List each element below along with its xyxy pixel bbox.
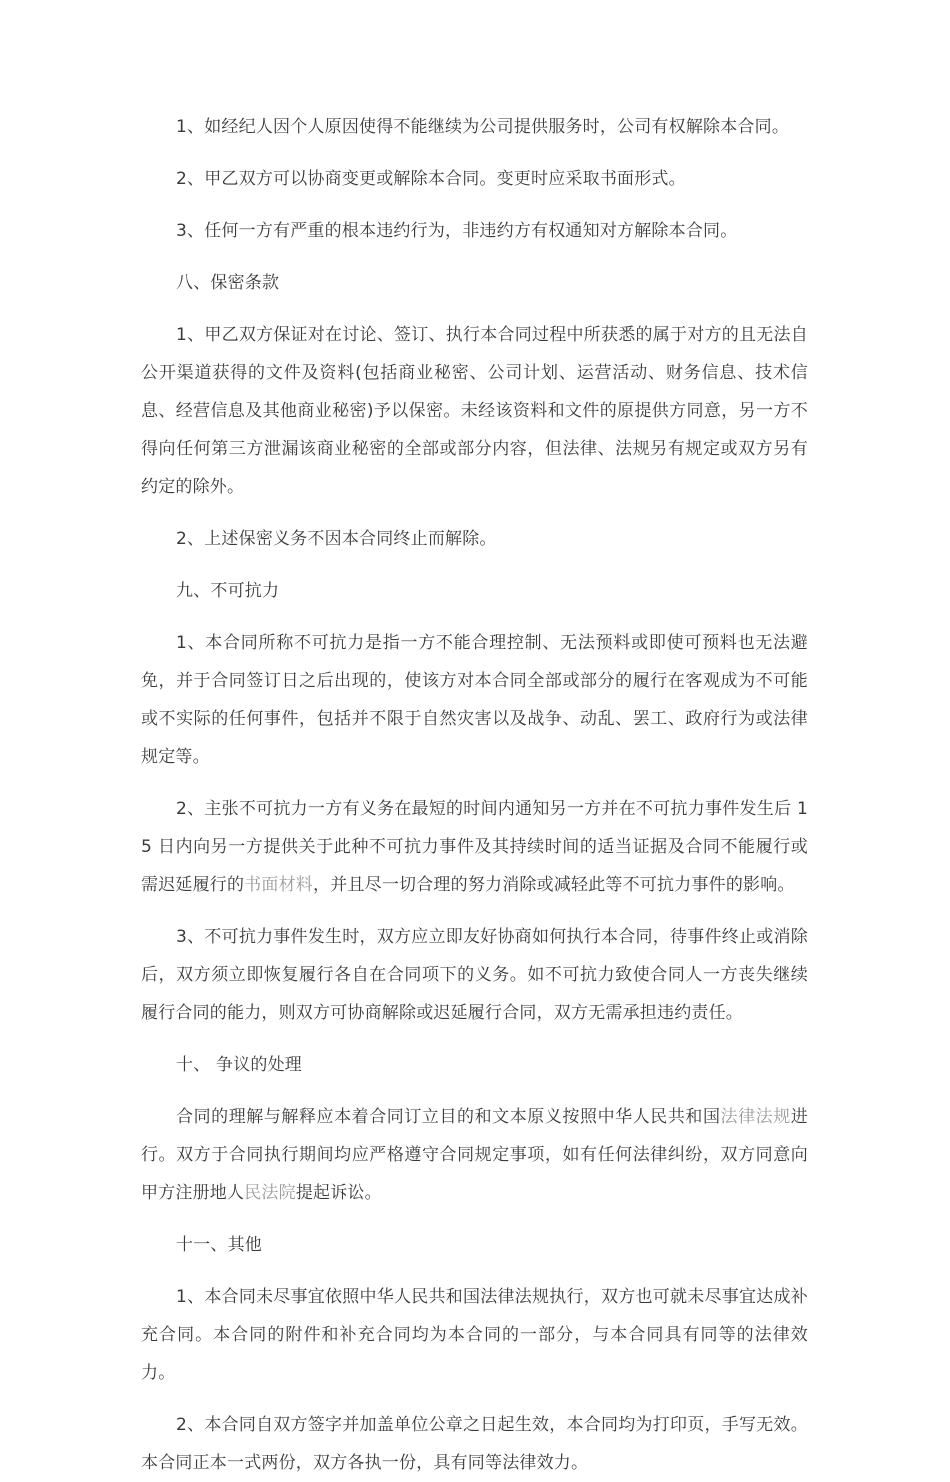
clause-paragraph: 2、本合同自双方签字并加盖单位公章之日起生效，本合同均为打印页，手写无效。本合同正本一式两份，双方各执一份，具有同等法律效力。 <box>141 1415 808 1473</box>
clause-paragraph: 1、本合同所称不可抗力是指一方不能合理控制、无法预料或即使可预料也无法避免，并于合同签订日之后出现的，使该方对本合同全部或部分的履行在客观成为不可能或不实际的任何事件，包括并不限于自然灾害以及战争、动乱、罢工、政府行为或法律规定等。 <box>141 633 808 767</box>
inline-text: ，并且尽一切合理的努力消除或减轻此等不可抗力事件的影响。 <box>313 875 795 895</box>
section-heading: 八、保密条款 <box>176 273 280 293</box>
clause-paragraph: 2、甲乙双方可以协商变更或解除本合同。变更时应采取书面形式。 <box>176 169 686 189</box>
section-heading: 十、 争议的处理 <box>176 1055 303 1075</box>
clause-paragraph: 1、本合同未尽事宜依照中华人民共和国法律法规执行，双方也可就未尽事宜达成补充合同。本合同的附件和补充合同均为本合同的一部分，与本合同具有同等的法律效力。 <box>141 1287 808 1383</box>
inline-link-text[interactable]: 民法院 <box>244 1183 296 1203</box>
section-heading: 十一、其他 <box>176 1235 262 1255</box>
clause-paragraph: 1、如经纪人因个人原因使得不能继续为公司提供服务时，公司有权解除本合同。 <box>176 117 790 137</box>
document-body <box>141 108 808 1482</box>
clause-paragraph: 1、甲乙双方保证对在讨论、签订、执行本合同过程中所获悉的属于对方的且无法自公开渠道获得的文件及资料(包括商业秘密、公司计划、运营活动、财务信息、技术信息、经营信息及其他商业秘密)予以保密。未经该资料和文件的原提供方同意，另一方不得向任何第三方泄漏该商业秘密的全部或部分内容，但法律、法规另有规定或双方另有约定的除外。 <box>141 325 808 497</box>
inline-link-text[interactable]: 书面材料 <box>244 875 314 895</box>
inline-text: 提起诉讼。 <box>295 1183 382 1203</box>
clause-paragraph: 2、上述保密义务不因本合同终止而解除。 <box>176 529 497 549</box>
inline-link-text[interactable]: 法律法规 <box>720 1107 791 1127</box>
clause-paragraph: 3、不可抗力事件发生时，双方应立即友好协商如何执行本合同，待事件终止或消除后，双方须立即恢复履行各自在合同项下的义务。如不可抗力致使合同人一方丧失继续履行合同的能力，则双方可协商解除或迟延履行合同，双方无需承担违约责任。 <box>141 927 808 1023</box>
clause-paragraph <box>141 790 808 904</box>
section-heading: 九、不可抗力 <box>176 581 280 601</box>
inline-text: 进行。双方于合同执行期间均应严格遵守合同规定事项，如有任何法律纠纷，双方同意向甲方注册地人 <box>141 1107 808 1203</box>
inline-text: 2、主张不可抗力一方有义务在最短的时间内通知另一方并在不可抗力事件发生后 15 日内向另一方提供关于此种不可抗力事件及其持续时间的适当证据及合同不能履行或需迟延履行的 <box>141 799 808 895</box>
inline-text: 合同的理解与解释应本着合同订立目的和文本原义按照中华人民共和国 <box>176 1107 721 1127</box>
clause-paragraph: 3、任何一方有严重的根本违约行为，非违约方有权通知对方解除本合同。 <box>176 221 738 241</box>
clause-paragraph <box>141 1098 808 1212</box>
